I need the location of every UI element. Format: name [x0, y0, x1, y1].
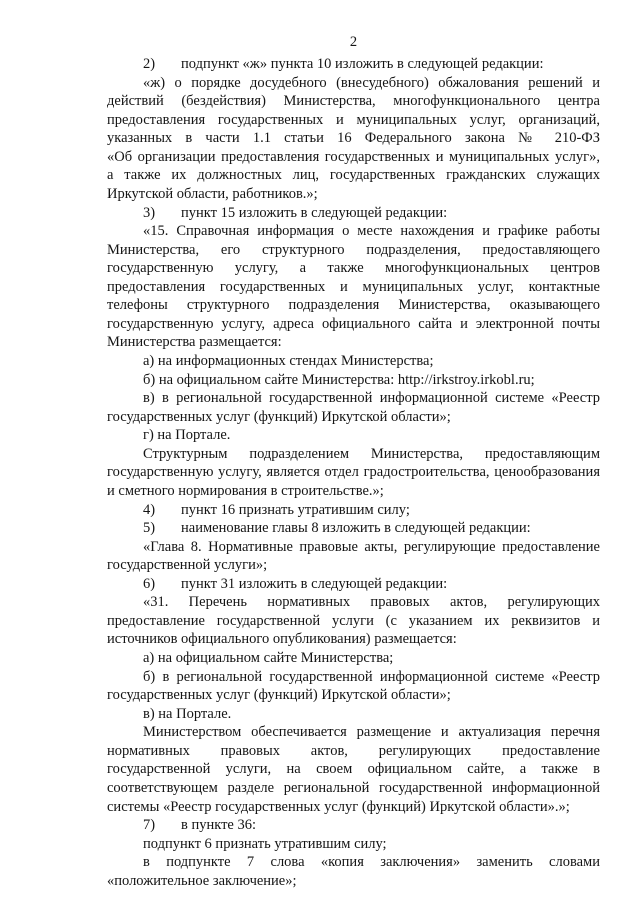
amended-paragraph: [107, 538, 600, 575]
amended-paragraph: [107, 649, 600, 668]
text-line: б) в региональной государственной информационной системе «Реестр: [143, 668, 600, 685]
amendment-number: 3): [143, 204, 156, 221]
page-number: 2: [349, 34, 358, 50]
text-line: действий (бездействия) Министерства, многофункционального центра: [107, 93, 600, 110]
text-line: указанных в части 1.1 статьи 16 Федерального закона № 210-ФЗ: [107, 130, 600, 147]
text-line: в подпункте 7 слова «копия заключения» заменить словами: [143, 854, 600, 871]
amendment: [107, 519, 600, 575]
amendment-instruction: пункт 15 изложить в следующей редакции:: [181, 204, 448, 221]
text-line: предоставление государственной услуги (с указанием их реквизитов и: [107, 612, 600, 629]
amendment-heading: [107, 816, 600, 835]
text-line: государственных услуг (функций) Иркутской области»;: [107, 408, 451, 425]
text-line: государственной услуги»;: [107, 557, 268, 574]
text-line: «31. Перечень нормативных правовых актов, регулирующих: [143, 594, 600, 611]
amended-paragraph: [107, 723, 600, 816]
amendment: [107, 204, 600, 501]
amendment-instruction: пункт 16 признать утратившим силу;: [181, 501, 410, 518]
text-line: в) на Портале.: [143, 705, 232, 722]
amended-paragraph: [107, 445, 600, 501]
amendment-instruction: наименование главы 8 изложить в следующей редакции:: [181, 520, 531, 537]
amendment-instruction: в пункте 36:: [181, 817, 257, 834]
document-body: [107, 55, 600, 890]
amendment: [107, 501, 600, 520]
amended-paragraph: [107, 74, 600, 204]
amended-paragraph: [107, 705, 600, 724]
text-line: предоставления государственных и муниципальных услуг, контактные: [107, 278, 600, 295]
text-line: в) в региональной государственной информационной системе «Реестр: [143, 390, 600, 407]
amended-paragraph: [107, 593, 600, 649]
amendment-number: 6): [143, 575, 156, 592]
amendment-number: 4): [143, 501, 156, 518]
text-line: источников официального опубликования) размещается:: [107, 631, 457, 648]
text-line: «Об организации предоставления государственных и муниципальных услуг»,: [107, 148, 600, 165]
text-line: Министерства, его структурного подразделения, предоставляющего: [107, 241, 600, 258]
amendment-number: 5): [143, 520, 156, 537]
text-line: государственную услугу, а также многофункциональных центров: [107, 260, 600, 277]
amended-paragraph: [107, 352, 600, 371]
text-line: а) на информационных стендах Министерства;: [143, 353, 434, 369]
text-line: «ж) о порядке досудебного (внесудебного) обжалования решений и: [143, 74, 600, 91]
text-line: г) на Портале.: [143, 427, 231, 444]
amendment-number: 2): [143, 56, 156, 72]
amended-paragraph: [107, 371, 600, 390]
text-line: государственную услугу, адреса официального сайта и электронной почты: [107, 315, 600, 332]
amendment-number: 7): [143, 817, 156, 834]
amended-paragraph: [107, 389, 600, 426]
text-line: системы «Реестр государственных услуг (функций) Иркутской области».»;: [107, 798, 570, 815]
text-line: Министерства размещается:: [107, 334, 282, 351]
amendment-heading: [107, 204, 600, 223]
text-line: б) на официальном сайте Министерства: http://irkstroy.irkobl.ru;: [143, 371, 535, 388]
text-line: и сметного нормирования в строительстве.»;: [107, 482, 384, 499]
amendment-instruction: подпункт «ж» пункта 10 изложить в следующей редакции:: [181, 56, 544, 72]
text-line: Министерством обеспечивается размещение и актуализация перечня: [143, 724, 600, 741]
amended-paragraph: [107, 222, 600, 352]
amendment: [107, 816, 600, 890]
text-line: а также их должностных лиц, государственных гражданских служащих: [107, 167, 600, 184]
amended-paragraph: [107, 853, 600, 890]
text-line: подпункт 6 признать утратившим силу;: [143, 835, 387, 852]
text-line: «положительное заключение»;: [107, 872, 297, 889]
text-line: государственную услугу, является отдел градостроительства, ценообразования: [107, 464, 600, 481]
amended-paragraph: [107, 668, 600, 705]
text-line: «15. Справочная информация о месте нахождения и графике работы: [143, 223, 600, 240]
text-line: предоставления государственных и муниципальных услуг, организаций,: [107, 111, 600, 128]
text-line: а) на официальном сайте Министерства;: [143, 650, 394, 666]
text-line: телефоны структурного подразделения Министерства, оказывающего: [107, 297, 600, 314]
text-line: «Глава 8. Нормативные правовые акты, регулирующие предоставление: [143, 538, 600, 555]
amended-paragraph: [107, 835, 600, 854]
amendment-heading: [107, 575, 600, 594]
amendment-heading: [107, 501, 600, 520]
amendment-heading: [107, 55, 600, 74]
text-line: соответствующем разделе региональной государственной информационной: [107, 779, 600, 796]
amended-paragraph: [107, 426, 600, 445]
amendment-instruction: пункт 31 изложить в следующей редакции:: [181, 575, 448, 592]
amendment-heading: [107, 519, 600, 538]
text-line: Иркутской области, работников.»;: [107, 185, 318, 202]
amendment: [107, 575, 600, 816]
text-line: государственной услуги, на своем официальном сайте, а также в: [107, 761, 600, 778]
amendment: [107, 55, 600, 204]
text-line: государственных услуг (функций) Иркутской области»;: [107, 687, 451, 704]
text-line: нормативных правовых актов, регулирующих предоставление: [107, 742, 600, 759]
text-line: Структурным подразделением Министерства, предоставляющим: [143, 445, 600, 462]
